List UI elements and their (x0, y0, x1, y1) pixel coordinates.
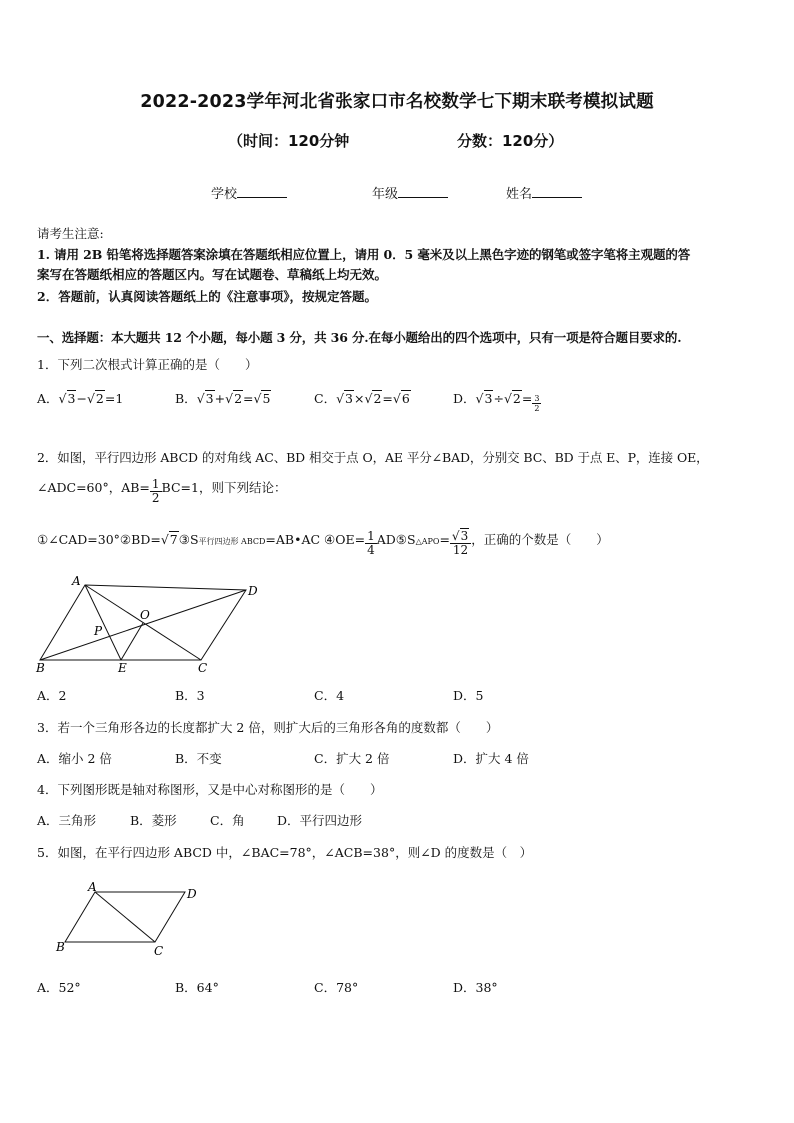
label-o: O (140, 608, 150, 622)
q4-option-b: B．菱形 (130, 813, 177, 828)
q4-stem: 4．下列图形既是轴对称图形，又是中心对称图形的是（ ） (37, 782, 383, 797)
q1-option-a: A．√3−√2=1 (37, 391, 124, 406)
q3-option-d: D．扩大 4 倍 (453, 751, 529, 766)
grade-label: 年级 (372, 187, 399, 202)
q1-option-d: D．√3÷√2= $\frac{3}{2}$ (453, 391, 540, 413)
page-title: 2022-2023学年河北省张家口市名校数学七下期末联考模拟试题 (140, 92, 654, 112)
school-blank (237, 185, 287, 198)
notice-heading: 请考生注意: (37, 226, 104, 241)
label-p: P (94, 624, 103, 638)
q5-option-c: C．78° (314, 980, 359, 995)
q3-option-c: C．扩大 2 倍 (314, 751, 390, 766)
q2-statements: ①∠CAD=30°②BD=√7③S平行四边形 ABCD=AB•AC ④OE= $\frac{1}{4}$ AD⑤S△APO= $\frac{√3}{12}$ ，正确的个数是（ ） (37, 529, 609, 557)
q2-option-a: A．2 (37, 688, 67, 703)
q1-option-c: C．√3×√2=√6 (314, 391, 410, 406)
q2-option-d: D．5 (453, 688, 484, 703)
label-c: C (154, 944, 164, 958)
q5-parallelogram-figure (55, 878, 215, 958)
q2-option-b: B．3 (175, 688, 205, 703)
q1-option-b: B．√3+√2=√5 (175, 391, 271, 406)
notice-item1-line2: 案写在答题纸相应的答题区内。写在试题卷、草稿纸上均无效。 (37, 267, 388, 282)
q5-option-d: D．38° (453, 980, 498, 995)
q2-stem-line2: ∠ADC=60°，AB= $\frac{1}{2}$ BC=1，则下列结论： (37, 477, 287, 505)
school-field (211, 183, 287, 202)
section1-heading: 一、选择题：本大题共 12 个小题，每小题 3 分，共 36 分.在每小题给出的四个选项中，只有一项是符合题目要求的. (37, 330, 682, 345)
label-e: E (118, 661, 127, 675)
diagonal-bd (40, 590, 246, 660)
label-b: B (56, 940, 65, 954)
grade-field (372, 183, 448, 202)
sqrt-3: √3 (58, 391, 76, 406)
q3-stem: 3．若一个三角形各边的长度都扩大 2 倍，则扩大后的三角形各角的度数都（ ） (37, 720, 499, 735)
q4-option-a: A．三角形 (37, 813, 97, 828)
school-label: 学校 (211, 187, 238, 202)
label-c: C (198, 661, 208, 675)
q4-option-c: C．角 (210, 813, 245, 828)
diagonal-ac (95, 892, 155, 942)
exam-score: 分数：120分） (457, 132, 564, 150)
q5-option-a: A．52° (37, 980, 81, 995)
label-a: A (88, 880, 97, 894)
name-label: 姓名 (506, 187, 533, 202)
q2-stem-line1: 2．如图，平行四边形 ABCD 的对角线 AC、BD 相交于点 O，AE 平分∠BAD，分别交 BC、BD 于点 E、P，连接 OE， (37, 450, 709, 465)
q5-option-b: B．64° (175, 980, 219, 995)
q4-option-d: D．平行四边形 (277, 813, 363, 828)
sqrt-2: √2 (86, 391, 104, 406)
name-field (506, 183, 582, 202)
q3-option-b: B．不变 (175, 751, 222, 766)
q2-option-c: C．4 (314, 688, 345, 703)
notice-item2: 2．答题前，认真阅读答题纸上的《注意事项》，按规定答题。 (37, 289, 377, 304)
label-d: D (248, 584, 258, 598)
diagonal-ac (85, 585, 201, 660)
q5-stem: 5．如图，在平行四边形 ABCD 中，∠BAC=78°，∠ACB=38°，则∠D 的度数是（ ） (37, 845, 533, 860)
q3-option-a: A．缩小 2 倍 (37, 751, 112, 766)
label-d: D (187, 887, 197, 901)
label-b: B (36, 661, 45, 675)
name-blank (532, 185, 582, 198)
q2-parallelogram-figure (30, 572, 270, 680)
notice-item1-line1: 1. 请用 2B 铅笔将选择题答案涂填在答题纸相应位置上，请用 0．5 毫米及以上黑色字迹的钢笔或签字笔将主观题的答 (37, 247, 691, 262)
label-a: A (72, 574, 81, 588)
q1-stem: 1．下列二次根式计算正确的是（ ） (37, 357, 258, 372)
grade-blank (398, 185, 448, 198)
exam-time: （时间：120分钟 (228, 132, 350, 150)
